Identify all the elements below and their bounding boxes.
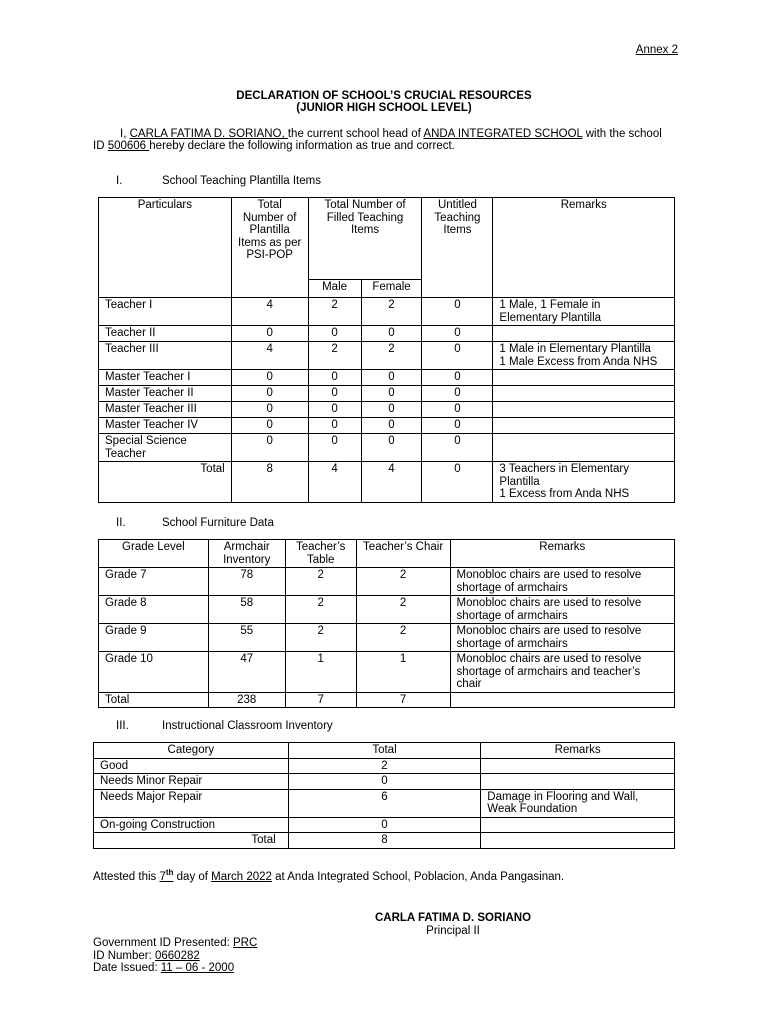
header-classroom-total: Total	[288, 743, 481, 759]
head-name: CARLA FATIMA D. SORIANO,	[129, 128, 288, 140]
gov-id-number: ID Number: 0660282	[93, 950, 200, 962]
school-id: 500606	[107, 140, 150, 152]
table-row: Teacher II 0 0 0 0	[99, 326, 675, 342]
table-row: Master Teacher I 0 0 0 0	[99, 370, 675, 386]
section2-number: II.	[116, 517, 126, 529]
header-category: Category	[94, 743, 289, 759]
table-row: Good 2	[94, 758, 675, 774]
table-row: Needs Minor Repair 0	[94, 774, 675, 790]
header-untitled: Untitled Teaching Items	[422, 198, 493, 298]
table-row: Needs Major Repair 6 Damage in Flooring and Wall, Weak Foundation	[94, 789, 675, 817]
header-chair: Teacher’s Chair	[356, 540, 450, 568]
header-grade: Grade Level	[99, 540, 209, 568]
gov-id-presented: Government ID Presented: PRC	[93, 937, 258, 949]
header-furniture-remarks: Remarks	[450, 540, 674, 568]
signatory-position: Principal II	[426, 925, 480, 937]
table-row: Master Teacher IV 0 0 0 0	[99, 418, 675, 434]
attest-line: Attested this 7th day of March 2022 at Anda Integrated School, Poblacion, Anda Pangasinan.	[93, 868, 565, 883]
table-row: Grade 9 55 2 2 Monobloc chairs are used to resolve shortage of armchairs	[99, 624, 675, 652]
plantilla-total-row: Total 8 4 4 0 3 Teachers in Elementary Plantilla 1 Excess from Anda NHS	[99, 462, 675, 503]
section3-title: Instructional Classroom Inventory	[162, 720, 333, 732]
document-subtitle: (JUNIOR HIGH SCHOOL LEVEL)	[296, 102, 472, 114]
intro-line-1: I, CARLA FATIMA D. SORIANO, the current school head of ANDA INTEGRATED SCHOOL with the school	[120, 128, 662, 140]
table-row: Special Science Teacher 0 0 0 0	[99, 434, 675, 462]
attest-day: 7th	[159, 868, 174, 883]
annex-label: Annex 2	[635, 44, 678, 56]
document-title: DECLARATION OF SCHOOL’S CRUCIAL RESOURCES	[236, 90, 532, 102]
header-classroom-remarks: Remarks	[481, 743, 675, 759]
header-female: Female	[361, 280, 422, 298]
table-row: Teacher I 4 2 2 0 1 Male, 1 Female in Elementary Plantilla	[99, 298, 675, 326]
header-male: Male	[308, 280, 361, 298]
table-row: Grade 10 47 1 1 Monobloc chairs are used to resolve shortage of armchairs and teacher’s chair	[99, 652, 675, 693]
gov-id-date: Date Issued: 11 – 06 - 2000	[93, 962, 235, 974]
attest-month: March 2022	[211, 870, 272, 883]
plantilla-table	[98, 197, 675, 503]
header-particulars: Particulars	[99, 198, 232, 298]
table-row: Teacher III 4 2 2 0 1 Male in Elementary Plantilla 1 Male Excess from Anda NHS	[99, 342, 675, 370]
classroom-table	[93, 742, 675, 849]
header-total-items: Total Number of Plantilla Items as per PSI-POP	[231, 198, 308, 298]
section1-number: I.	[116, 175, 123, 187]
school-name: ANDA INTEGRATED SCHOOL	[423, 128, 583, 140]
furniture-total-row: Total 238 7 7	[99, 692, 675, 708]
section3-number: III.	[116, 720, 129, 732]
total-label: Total	[99, 462, 232, 503]
header-filled: Total Number of Filled Teaching Items	[308, 198, 422, 280]
header-table: Teacher’s Table	[285, 540, 356, 568]
header-armchair: Armchair Inventory	[208, 540, 285, 568]
classroom-total-row: Total 8	[94, 833, 675, 849]
table-row: Master Teacher III 0 0 0 0	[99, 402, 675, 418]
table-row: Master Teacher II 0 0 0 0	[99, 386, 675, 402]
section1-title: School Teaching Plantilla Items	[162, 175, 321, 187]
table-row: Grade 7 78 2 2 Monobloc chairs are used to resolve shortage of armchairs	[99, 568, 675, 596]
signatory-name: CARLA FATIMA D. SORIANO	[374, 912, 532, 924]
table-row: On-going Construction 0	[94, 817, 675, 833]
section2-title: School Furniture Data	[162, 517, 274, 529]
header-remarks: Remarks	[493, 198, 675, 298]
table-row: Grade 8 58 2 2 Monobloc chairs are used to resolve shortage of armchairs	[99, 596, 675, 624]
furniture-table	[98, 539, 675, 708]
intro-line-2: ID 500606 hereby declare the following information as true and correct.	[93, 140, 455, 152]
